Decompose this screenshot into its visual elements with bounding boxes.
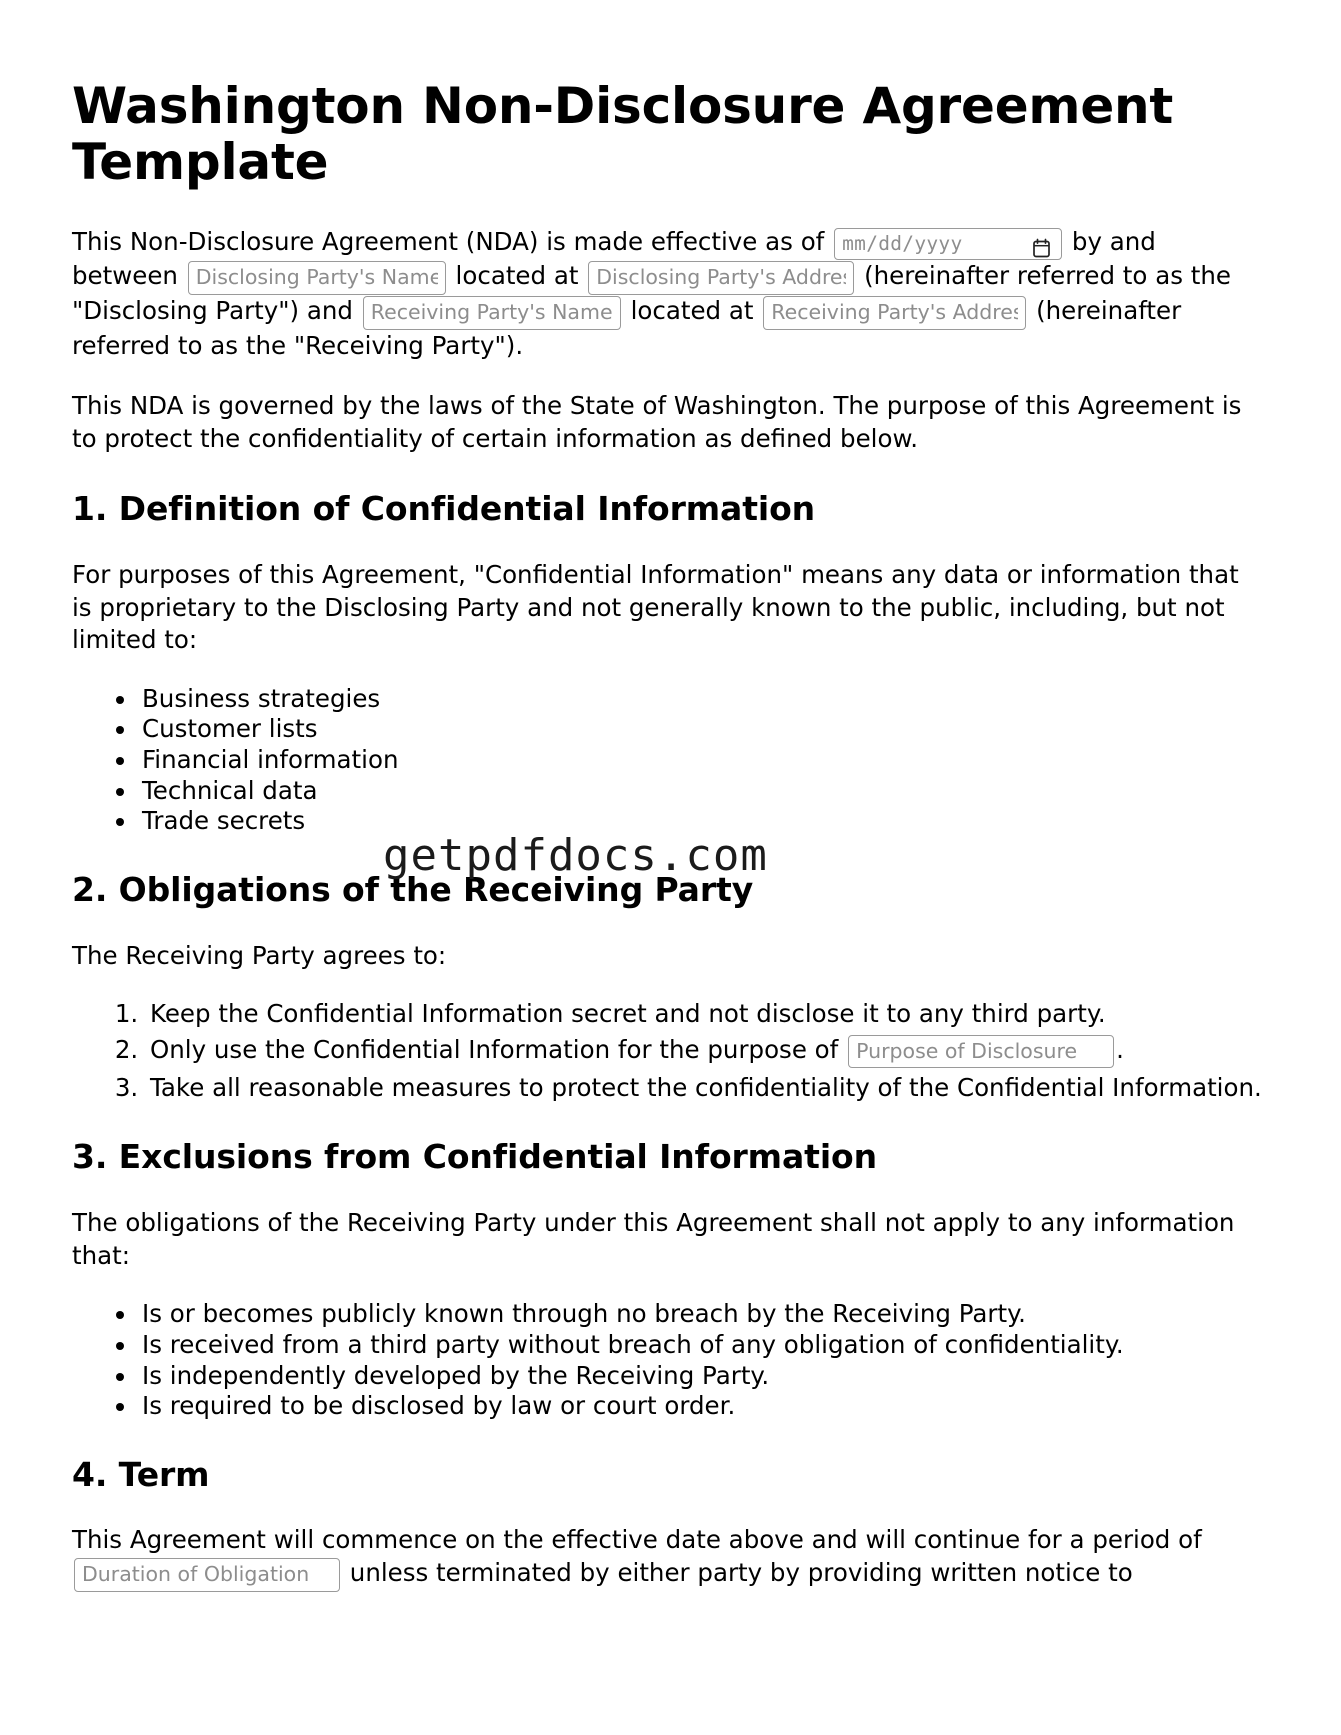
list-item: • Customer lists (138, 715, 1269, 744)
list-item: • Is received from a third party without breach of any obligation of confidentiality. (138, 1331, 1269, 1360)
intro-paragraph (72, 226, 1262, 362)
list-item: 3. Take all reasonable measures to protect the confidentiality of the Confidential Information. (146, 1072, 1269, 1103)
section-4-heading: 4. Term (72, 1454, 210, 1494)
located-at-label-1: located at (455, 261, 579, 291)
duration-of-obligation-input[interactable] (74, 1558, 340, 1592)
effective-date-input[interactable] (834, 228, 1062, 260)
list-item: • Technical data (138, 777, 1269, 806)
disclosing-party-address-input[interactable] (588, 261, 854, 295)
obligation-2-text-before: Only use the Confidential Information for the purpose of (150, 1034, 839, 1064)
list-item: 1. Keep the Confidential Information secret and not disclose it to any third party. (146, 998, 1269, 1029)
section-2-paragraph: The Receiving Party agrees to: (72, 940, 447, 970)
obligation-2-text-after: . (1116, 1034, 1124, 1064)
section-1-paragraph: For purposes of this Agreement, "Confidential Information" means any data or information that is proprietary to the Disclosing Party and not generally known to the public, including, but not limited to: (72, 559, 1239, 655)
list-item: • Is required to be disclosed by law or court order. (138, 1392, 1269, 1421)
located-at-label-2: located at (630, 296, 754, 325)
list-item: • Is or becomes publicly known through no breach by the Receiving Party. (138, 1300, 1269, 1329)
list-item (146, 1034, 1269, 1069)
receiving-party-address-input[interactable] (763, 296, 1026, 330)
section-4-term-paragraph (72, 1524, 1262, 1591)
section-3-paragraph: The obligations of the Receiving Party under this Agreement shall not apply to any information that: (72, 1208, 1235, 1270)
term-text-after: unless terminated by either party by providing written notice to (349, 1558, 1133, 1588)
section-2-heading: 2. Obligations of the Receiving Party (72, 869, 754, 909)
list-item: • Business strategies (138, 685, 1269, 714)
receiving-party-obligations-list (72, 998, 1269, 1103)
section-3-heading: 3. Exclusions from Confidential Information (72, 1137, 877, 1177)
term-text-before: This Agreement will commence on the effective date above and will continue for a period of (72, 1525, 1202, 1555)
intro-after-date-text: by and between (72, 227, 1156, 291)
receiving-party-clause-text: (hereinafter referred to as the "Receiving Party"). (72, 296, 1182, 360)
confidential-information-list (72, 685, 1269, 836)
page-title: Washington Non-Disclosure Agreement Template (72, 77, 1174, 191)
list-item: • Financial information (138, 746, 1269, 775)
disclosing-party-name-input[interactable] (188, 261, 446, 295)
intro-lead-text: This Non-Disclosure Agreement (NDA) is made effective as of (72, 227, 825, 256)
governing-law-paragraph: This NDA is governed by the laws of the State of Washington. The purpose of this Agreement is to protect the confidentiality of certain information as defined below. (72, 391, 1242, 453)
exclusions-list (72, 1300, 1269, 1421)
purpose-of-disclosure-input[interactable] (848, 1035, 1114, 1069)
list-item: • Trade secrets (138, 807, 1269, 836)
effective-date-wrapper (832, 226, 1064, 260)
watermark: getpdfdocs.com (383, 830, 768, 881)
section-1-heading: 1. Definition of Confidential Information (72, 489, 816, 529)
disclosing-party-clause-text: (hereinafter referred to as the "Disclosing Party") and (72, 261, 1231, 325)
list-item: • Is independently developed by the Receiving Party. (138, 1362, 1269, 1391)
receiving-party-name-input[interactable] (363, 296, 621, 330)
